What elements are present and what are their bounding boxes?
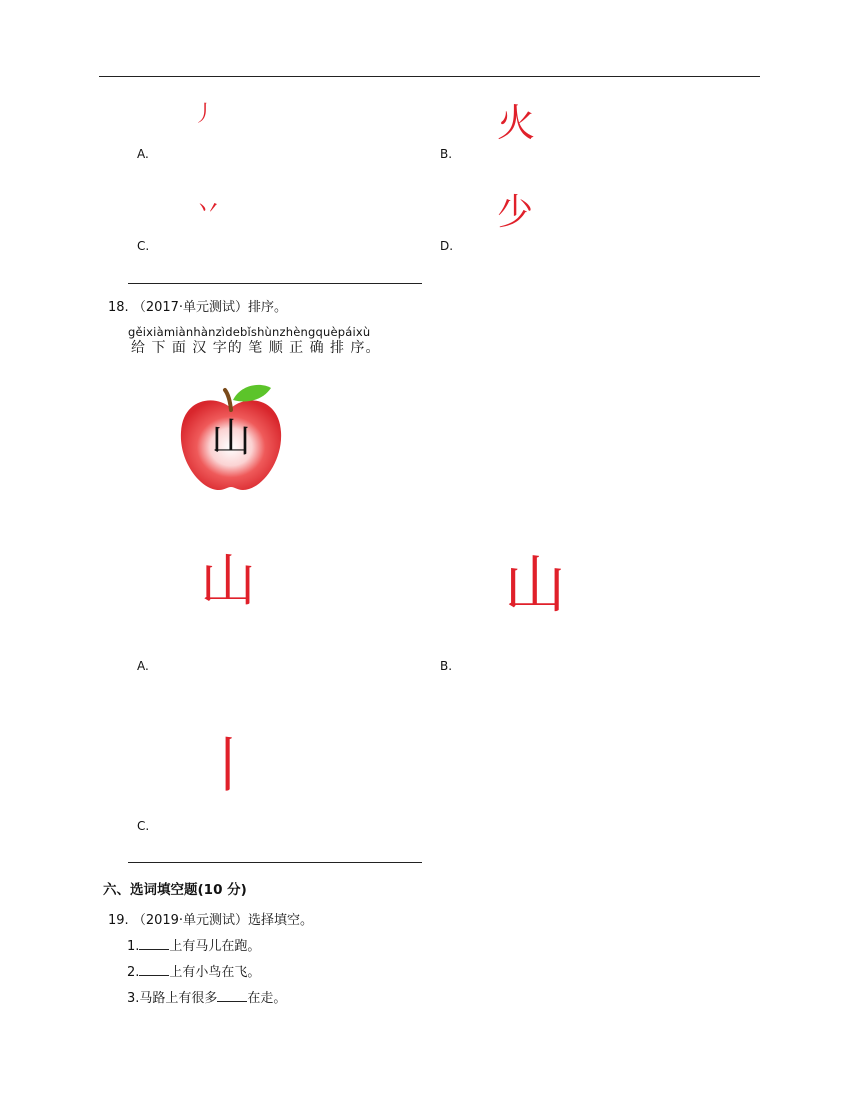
option-d-glyph: 少 [497,192,534,233]
pinyin-line: gěixiàmiànhànzìdebǐshùnzhèngquèpáixù [128,325,371,339]
option-c-glyph: 丷 [195,195,222,225]
answer-line [128,283,422,284]
apple-illustration [175,380,287,494]
option-c-label: C. [137,239,150,253]
option-a-glyph: 丿 [193,102,216,127]
question-18-header [108,296,287,315]
question-source: （2017·单元测试） [132,300,249,315]
fill-item-suffix: 上有小鸟在飞。 [169,965,261,980]
answer-line [128,862,422,863]
header-rule [99,76,760,77]
option-a-label: A. [137,147,149,161]
fill-item-2 [127,961,260,980]
fill-item-suffix: 上有马儿在跑。 [169,939,261,954]
option-b-label: B. [440,659,453,673]
fill-item-1 [127,935,260,954]
fill-item-3 [127,987,286,1006]
fill-blank[interactable] [217,989,247,1002]
fill-item-prefix: 1. [127,939,140,954]
option-c-glyph: 丨 [198,731,258,801]
question-number: 19. [108,913,129,928]
question-source: （2019·单元测试） [132,913,249,928]
option-a-glyph: 山 [200,549,256,614]
fill-blank[interactable] [139,937,169,950]
fill-item-suffix: 在走。 [247,991,287,1006]
question-number: 18. [108,300,129,315]
apple-character: 山 [211,415,251,461]
question-instruction: 排序。 [248,300,288,315]
option-b-glyph: 山 [504,548,567,621]
fill-item-prefix: 3.马路上有很多 [127,991,218,1006]
option-a-label: A. [137,659,149,673]
option-d-label: D. [440,239,454,253]
hanzi-line: 给 下 面 汉 字的 笔 顺 正 确 排 序。 [131,340,381,356]
option-b-glyph: 火 [497,101,536,145]
fill-item-prefix: 2. [127,965,140,980]
fill-blank[interactable] [139,963,169,976]
option-c-label: C. [137,819,150,833]
section-title: 六、选词填空题(10 分) [103,882,247,898]
option-b-label: B. [440,147,453,161]
question-instruction: 选择填空。 [248,913,314,928]
question-19-header [108,909,313,928]
